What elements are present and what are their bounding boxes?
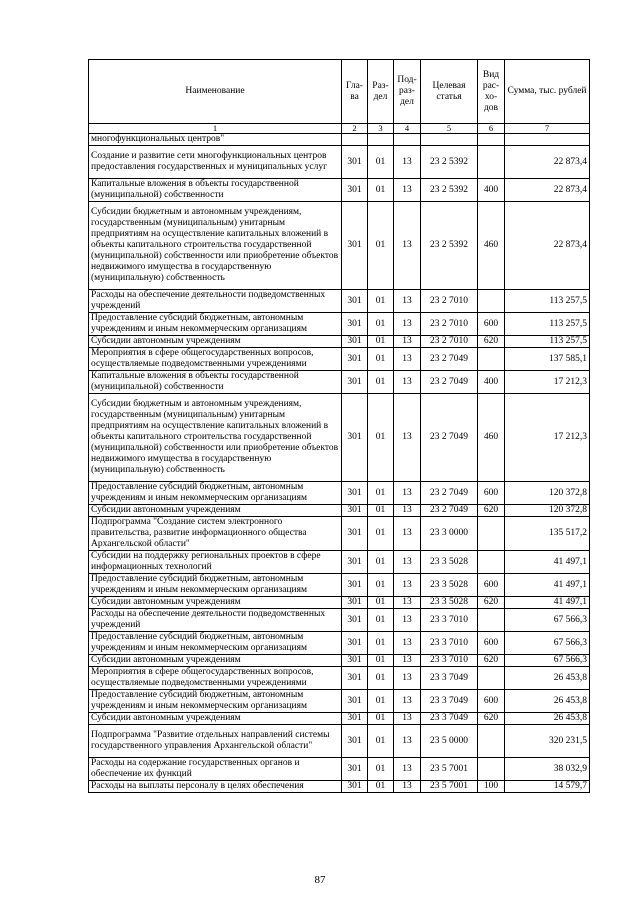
header-podrazdel: Под-раз-дел	[394, 60, 421, 124]
row-v-cell: 600	[478, 482, 505, 505]
row-name-cell: Расходы на содержание государственных органов и обеспечение их функций	[89, 758, 342, 781]
row-r-cell: 01	[368, 202, 394, 290]
row-sum-cell: 17 212,3	[505, 394, 590, 482]
row-s-cell: 23 3 7010	[421, 632, 478, 655]
row-g-cell: 301	[342, 482, 368, 505]
row-name-cell: Подпрограмма "Развитие отдельных направлений системы государственного управления Архангельской области"	[89, 725, 342, 758]
row-s-cell: 23 2 7049	[421, 348, 478, 371]
row-v-cell	[478, 667, 505, 690]
row-sum-cell: 120 372,8	[505, 505, 590, 517]
table-row	[89, 632, 590, 655]
index-cell: 4	[394, 124, 421, 134]
row-sum-cell	[505, 134, 590, 146]
row-v-cell: 460	[478, 202, 505, 290]
table-row	[89, 179, 590, 202]
table-row	[89, 505, 590, 517]
row-v-cell	[478, 134, 505, 146]
row-name-cell: Предоставление субсидий бюджетным, автономным учреждениям и иным некоммерческим организациям	[89, 690, 342, 713]
row-p-cell: 13	[394, 371, 421, 394]
budget-table	[88, 59, 590, 793]
row-g-cell: 301	[342, 632, 368, 655]
row-v-cell: 460	[478, 394, 505, 482]
row-p-cell: 13	[394, 655, 421, 667]
row-s-cell: 23 2 7049	[421, 394, 478, 482]
row-name-cell: Расходы на выплаты персоналу в целях обеспечения	[89, 781, 342, 793]
row-s-cell: 23 3 7049	[421, 713, 478, 725]
row-s-cell: 23 3 7010	[421, 609, 478, 632]
row-v-cell: 620	[478, 655, 505, 667]
row-sum-cell: 67 566,3	[505, 609, 590, 632]
row-p-cell: 13	[394, 290, 421, 313]
row-g-cell: 301	[342, 505, 368, 517]
table-row	[89, 725, 590, 758]
row-p-cell: 13	[394, 781, 421, 793]
row-v-cell: 400	[478, 371, 505, 394]
row-name-cell: Субсидии бюджетным и автономным учреждениям, государственным (муниципальным) унитарным предприятиям на осуществление капитальных вложений в объекты капитального строительства государственной (муниципальной) собственности или приобретение объектов недвижимого имущества в государственную (муниципальную) собственность	[89, 202, 342, 290]
row-g-cell: 301	[342, 609, 368, 632]
column-index-row	[89, 124, 590, 134]
row-g-cell: 301	[342, 179, 368, 202]
row-p-cell: 13	[394, 667, 421, 690]
row-p-cell: 13	[394, 394, 421, 482]
table-row	[89, 597, 590, 609]
table-row	[89, 713, 590, 725]
row-r-cell: 01	[368, 371, 394, 394]
table-row	[89, 551, 590, 574]
page-number: 87	[314, 874, 326, 886]
table-row	[89, 690, 590, 713]
row-name-cell: Подпрограмма "Создание систем электронного правительства, развитие информационного общества Архангельской области"	[89, 517, 342, 551]
table-row	[89, 336, 590, 348]
row-sum-cell: 38 032,9	[505, 758, 590, 781]
row-s-cell: 23 3 5028	[421, 551, 478, 574]
row-s-cell: 23 3 7049	[421, 690, 478, 713]
row-r-cell: 01	[368, 667, 394, 690]
row-r-cell: 01	[368, 690, 394, 713]
row-r-cell: 01	[368, 781, 394, 793]
header-glava: Гла-ва	[342, 60, 368, 124]
row-r-cell: 01	[368, 597, 394, 609]
table-row	[89, 781, 590, 793]
row-v-cell: 600	[478, 574, 505, 597]
row-g-cell: 301	[342, 713, 368, 725]
row-name-cell: Субсидии автономным учреждениям	[89, 713, 342, 725]
row-r-cell: 01	[368, 551, 394, 574]
row-p-cell: 13	[394, 146, 421, 179]
row-s-cell: 23 2 5392	[421, 179, 478, 202]
row-r-cell: 01	[368, 179, 394, 202]
row-s-cell: 23 2 7010	[421, 336, 478, 348]
index-cell: 1	[89, 124, 342, 134]
table-row	[89, 202, 590, 290]
row-p-cell: 13	[394, 690, 421, 713]
row-r-cell: 01	[368, 336, 394, 348]
row-g-cell: 301	[342, 290, 368, 313]
row-name-cell: Мероприятия в сфере общегосударственных вопросов, осуществляемые подведомственными учреждениями	[89, 667, 342, 690]
header-razdel: Раз-дел	[368, 60, 394, 124]
row-g-cell	[342, 134, 368, 146]
row-r-cell: 01	[368, 505, 394, 517]
table-row	[89, 313, 590, 336]
row-sum-cell: 26 453,8	[505, 690, 590, 713]
row-r-cell: 01	[368, 313, 394, 336]
row-sum-cell: 17 212,3	[505, 371, 590, 394]
row-r-cell	[368, 134, 394, 146]
row-sum-cell: 320 231,5	[505, 725, 590, 758]
table-row	[89, 146, 590, 179]
row-g-cell: 301	[342, 313, 368, 336]
row-name-cell: Предоставление субсидий бюджетным, автономным учреждениям и иным некоммерческим организациям	[89, 313, 342, 336]
row-r-cell: 01	[368, 146, 394, 179]
table-row	[89, 290, 590, 313]
row-r-cell: 01	[368, 290, 394, 313]
row-sum-cell: 14 579,7	[505, 781, 590, 793]
row-name-cell: Создание и развитие сети многофункциональных центров предоставления государственных и муниципальных услуг	[89, 146, 342, 179]
index-cell: 5	[421, 124, 478, 134]
row-name-cell: Расходы на обеспечение деятельности подведомственных учреждений	[89, 290, 342, 313]
row-s-cell: 23 2 7049	[421, 505, 478, 517]
row-p-cell: 13	[394, 505, 421, 517]
row-r-cell: 01	[368, 348, 394, 371]
table-row	[89, 758, 590, 781]
row-g-cell: 301	[342, 371, 368, 394]
table-row	[89, 134, 590, 146]
table-row	[89, 609, 590, 632]
row-v-cell: 620	[478, 336, 505, 348]
row-sum-cell: 67 566,3	[505, 655, 590, 667]
row-name-cell: Мероприятия в сфере общегосударственных вопросов, осуществляемые подведомственными учреждениями	[89, 348, 342, 371]
row-name-cell: Предоставление субсидий бюджетным, автономным учреждениям и иным некоммерческим организациям	[89, 574, 342, 597]
header-target-article: Целевая статья	[421, 60, 478, 124]
row-name-cell: многофункциональных центров"	[89, 134, 342, 146]
row-sum-cell: 120 372,8	[505, 482, 590, 505]
row-v-cell	[478, 290, 505, 313]
header-row	[89, 60, 590, 124]
row-sum-cell: 26 453,8	[505, 667, 590, 690]
table-row	[89, 348, 590, 371]
row-sum-cell: 113 257,5	[505, 336, 590, 348]
row-g-cell: 301	[342, 655, 368, 667]
row-sum-cell: 113 257,5	[505, 313, 590, 336]
row-s-cell: 23 3 5028	[421, 574, 478, 597]
table-row	[89, 655, 590, 667]
row-r-cell: 01	[368, 482, 394, 505]
row-r-cell: 01	[368, 574, 394, 597]
row-s-cell: 23 3 7010	[421, 655, 478, 667]
row-v-cell: 100	[478, 781, 505, 793]
row-s-cell: 23 3 0000	[421, 517, 478, 551]
row-s-cell	[421, 134, 478, 146]
table-row	[89, 394, 590, 482]
row-g-cell: 301	[342, 517, 368, 551]
row-name-cell: Капитальные вложения в объекты государственной (муниципальной) собственности	[89, 371, 342, 394]
row-g-cell: 301	[342, 758, 368, 781]
row-g-cell: 301	[342, 597, 368, 609]
row-p-cell: 13	[394, 632, 421, 655]
index-cell: 3	[368, 124, 394, 134]
row-name-cell: Субсидии на поддержку региональных проектов в сфере информационных технологий	[89, 551, 342, 574]
row-p-cell: 13	[394, 348, 421, 371]
row-g-cell: 301	[342, 146, 368, 179]
header-name: Наименование	[89, 60, 342, 124]
row-g-cell: 301	[342, 551, 368, 574]
row-v-cell: 620	[478, 713, 505, 725]
row-v-cell: 600	[478, 313, 505, 336]
row-g-cell: 301	[342, 574, 368, 597]
header-sum: Сумма, тыс. рублей	[505, 60, 590, 124]
row-s-cell: 23 2 7049	[421, 371, 478, 394]
row-g-cell: 301	[342, 336, 368, 348]
row-p-cell: 13	[394, 758, 421, 781]
row-r-cell: 01	[368, 655, 394, 667]
row-sum-cell: 22 873,4	[505, 179, 590, 202]
index-cell: 7	[505, 124, 590, 134]
row-p-cell: 13	[394, 179, 421, 202]
row-g-cell: 301	[342, 725, 368, 758]
row-p-cell: 13	[394, 313, 421, 336]
row-sum-cell: 135 517,2	[505, 517, 590, 551]
row-s-cell: 23 2 5392	[421, 146, 478, 179]
row-v-cell: 620	[478, 505, 505, 517]
row-name-cell: Субсидии автономным учреждениям	[89, 336, 342, 348]
row-s-cell: 23 2 5392	[421, 202, 478, 290]
row-p-cell: 13	[394, 517, 421, 551]
row-p-cell: 13	[394, 597, 421, 609]
row-r-cell: 01	[368, 725, 394, 758]
row-p-cell: 13	[394, 574, 421, 597]
row-r-cell: 01	[368, 517, 394, 551]
row-r-cell: 01	[368, 609, 394, 632]
row-sum-cell: 67 566,3	[505, 632, 590, 655]
row-sum-cell: 113 257,5	[505, 290, 590, 313]
row-g-cell: 301	[342, 202, 368, 290]
row-v-cell: 620	[478, 597, 505, 609]
row-s-cell: 23 2 7010	[421, 290, 478, 313]
row-s-cell: 23 2 7049	[421, 482, 478, 505]
row-s-cell: 23 5 7001	[421, 781, 478, 793]
index-cell: 2	[342, 124, 368, 134]
row-p-cell: 13	[394, 609, 421, 632]
row-sum-cell: 26 453,8	[505, 713, 590, 725]
row-name-cell: Субсидии автономным учреждениям	[89, 597, 342, 609]
row-name-cell: Субсидии автономным учреждениям	[89, 655, 342, 667]
table-row	[89, 371, 590, 394]
row-v-cell	[478, 551, 505, 574]
row-p-cell: 13	[394, 202, 421, 290]
row-name-cell: Субсидии автономным учреждениям	[89, 505, 342, 517]
row-v-cell: 400	[478, 179, 505, 202]
row-s-cell: 23 5 7001	[421, 758, 478, 781]
table-row	[89, 482, 590, 505]
table-row	[89, 667, 590, 690]
row-g-cell: 301	[342, 667, 368, 690]
row-v-cell: 600	[478, 690, 505, 713]
row-s-cell: 23 3 7049	[421, 667, 478, 690]
row-name-cell: Субсидии бюджетным и автономным учреждениям, государственным (муниципальным) унитарным предприятиям на осуществление капитальных вложений в объекты капитального строительства государственной (муниципальной) собственности или приобретение объектов недвижимого имущества в государственную (муниципальную) собственность	[89, 394, 342, 482]
row-r-cell: 01	[368, 394, 394, 482]
row-sum-cell: 41 497,1	[505, 551, 590, 574]
row-sum-cell: 22 873,4	[505, 146, 590, 179]
row-p-cell: 13	[394, 713, 421, 725]
row-name-cell: Капитальные вложения в объекты государственной (муниципальной) собственности	[89, 179, 342, 202]
row-r-cell: 01	[368, 632, 394, 655]
header-expense-type: Вид рас-хо-дов	[478, 60, 505, 124]
row-g-cell: 301	[342, 348, 368, 371]
row-g-cell: 301	[342, 690, 368, 713]
row-p-cell	[394, 134, 421, 146]
row-sum-cell: 22 873,4	[505, 202, 590, 290]
row-sum-cell: 137 585,1	[505, 348, 590, 371]
row-v-cell	[478, 146, 505, 179]
row-name-cell: Предоставление субсидий бюджетным, автономным учреждениям и иным некоммерческим организациям	[89, 632, 342, 655]
row-r-cell: 01	[368, 713, 394, 725]
row-sum-cell: 41 497,1	[505, 574, 590, 597]
row-g-cell: 301	[342, 781, 368, 793]
row-v-cell	[478, 758, 505, 781]
row-v-cell: 600	[478, 632, 505, 655]
row-p-cell: 13	[394, 482, 421, 505]
row-name-cell: Предоставление субсидий бюджетным, автономным учреждениям и иным некоммерческим организациям	[89, 482, 342, 505]
row-name-cell: Расходы на обеспечение деятельности подведомственных учреждений	[89, 609, 342, 632]
row-sum-cell: 41 497,1	[505, 597, 590, 609]
row-p-cell: 13	[394, 551, 421, 574]
table-row	[89, 517, 590, 551]
row-s-cell: 23 2 7010	[421, 313, 478, 336]
row-p-cell: 13	[394, 725, 421, 758]
row-s-cell: 23 3 5028	[421, 597, 478, 609]
index-cell: 6	[478, 124, 505, 134]
row-v-cell	[478, 609, 505, 632]
row-v-cell	[478, 725, 505, 758]
table-row	[89, 574, 590, 597]
row-s-cell: 23 5 0000	[421, 725, 478, 758]
row-g-cell: 301	[342, 394, 368, 482]
row-r-cell: 01	[368, 758, 394, 781]
row-p-cell: 13	[394, 336, 421, 348]
row-v-cell	[478, 517, 505, 551]
row-v-cell	[478, 348, 505, 371]
